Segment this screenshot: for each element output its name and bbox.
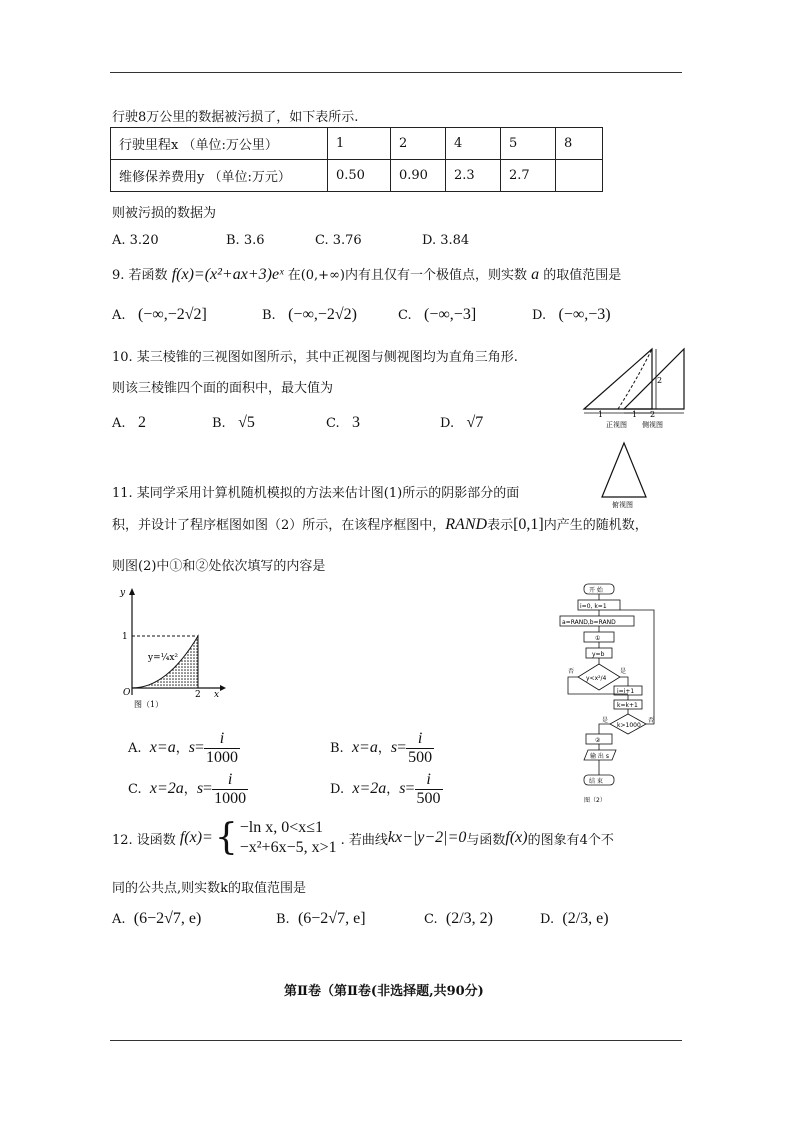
- option-fraction: [415, 771, 443, 808]
- table-cell: 5: [501, 128, 556, 160]
- q9-option-b: [262, 306, 357, 324]
- option-x: x=a: [149, 739, 176, 756]
- flow-inc-k: k=k+1: [617, 702, 638, 709]
- option-fraction: [204, 730, 240, 767]
- option-value: (−∞,−3): [558, 306, 611, 323]
- option-value: (2/3, 2): [445, 910, 493, 927]
- flow-rand: a=RAND,b=RAND: [562, 619, 616, 626]
- fraction-num: i: [204, 730, 240, 749]
- option-label: B.: [212, 416, 226, 431]
- tick-1: 1: [122, 632, 128, 642]
- table-row: [111, 160, 603, 192]
- option-fraction: [406, 730, 434, 767]
- width-label-1a: 1: [598, 410, 604, 419]
- table-row: [111, 128, 603, 160]
- flow-no: 否: [568, 668, 575, 675]
- q11-line1: 11. 某同学采用计算机随机模拟的方法来估计图(1)所示的阴影部分的面: [112, 486, 520, 501]
- flowchart: [558, 582, 668, 807]
- option-label: B.: [330, 741, 344, 756]
- option-value: (2/3, e): [562, 910, 609, 927]
- row2-label: 维修保养费用y （单位:万元）: [111, 160, 328, 192]
- q12-stem: [112, 818, 614, 858]
- q9-option-d: [532, 306, 611, 324]
- case-1: −ln x, 0<x≤1: [239, 819, 323, 836]
- front-view-hidden-edge: [618, 349, 652, 409]
- option-value: (6−2√7, e): [133, 910, 202, 927]
- q12-fx: f(x)=: [179, 829, 213, 846]
- front-view-triangle: [584, 349, 652, 409]
- q11-option-d: D. x=2a，s= $\frac{i}{500}$: [330, 771, 441, 807]
- q10-option-c: [326, 414, 360, 432]
- q8-stem: 则被污损的数据为: [112, 206, 217, 221]
- q10-option-b: [212, 414, 255, 432]
- q12-fx2: f(x): [505, 829, 528, 846]
- curve-label: y=¼x²: [148, 653, 179, 663]
- flow-step1: ①: [595, 635, 601, 642]
- q10-option-a: [112, 414, 146, 432]
- option-label: D.: [440, 416, 455, 431]
- option-label: A.: [128, 741, 142, 756]
- flow-start: 开 始: [589, 587, 603, 594]
- case-2: −x²+6x−5, x>1: [239, 839, 337, 856]
- option-label: B.: [262, 308, 276, 323]
- mileage-table: [110, 127, 603, 192]
- side-view-triangle: [624, 349, 684, 409]
- option-x: x=2a: [149, 780, 184, 797]
- option-label: A.: [112, 308, 126, 323]
- option-label: D.: [330, 782, 345, 797]
- q12-option-a: [112, 910, 201, 928]
- option-value: (−∞,−2√2): [288, 306, 357, 323]
- q9-option-a: [112, 306, 207, 324]
- option-label: C.: [424, 912, 438, 927]
- option-value: 3: [352, 414, 361, 431]
- origin-label: O: [123, 688, 131, 698]
- q12-option-c: [424, 910, 493, 928]
- top-rule: [110, 72, 682, 73]
- option-label: D.: [540, 912, 555, 927]
- rand-term: RAND: [445, 516, 488, 533]
- q12-line2: 同的公共点,则实数k的取值范围是: [112, 881, 307, 896]
- table-cell: 2: [391, 128, 446, 160]
- left-brace: {: [214, 817, 238, 858]
- q11-line2-c: 内产生的随机数，: [543, 518, 648, 533]
- x-arrow: [220, 685, 226, 691]
- side-width-label: 2: [650, 410, 656, 419]
- width-label-1b: 1: [632, 410, 638, 419]
- q9-suffix: 的取值范围是: [543, 268, 622, 283]
- option-label: A.: [112, 416, 126, 431]
- q11-line3: 则图(2)中①和②处依次填写的内容是: [112, 559, 326, 574]
- q12-curve: kx−|y−2|=0: [387, 829, 467, 846]
- q8-option-d: D. 3.84: [422, 233, 470, 248]
- piecewise-cases: [240, 818, 337, 858]
- option-value: (6−2√7, e]: [297, 910, 366, 927]
- fraction-den: 1000: [214, 790, 247, 807]
- interval: [0,1]: [513, 516, 544, 533]
- flow-step2: ②: [595, 737, 601, 744]
- bottom-rule: [110, 1040, 682, 1041]
- front-view-caption: 正视图: [606, 421, 627, 429]
- q9-var: a: [531, 266, 540, 283]
- q9-stem: [112, 264, 621, 284]
- option-label: D.: [532, 308, 547, 323]
- q10-option-d: [440, 414, 483, 432]
- fraction-num: i: [415, 771, 443, 790]
- option-value: √7: [466, 414, 484, 431]
- intro-line: 行驶8万公里的数据被污损了，如下表所示.: [112, 110, 359, 125]
- height-label: 2: [657, 376, 663, 385]
- fraction-num: i: [406, 730, 434, 749]
- row1-label: 行驶里程x （单位:万公里）: [111, 128, 328, 160]
- option-value: √5: [238, 414, 255, 431]
- q8-option-a: A. 3.20: [112, 233, 159, 248]
- q9-prefix: 9. 若函数: [112, 268, 168, 283]
- y-arrow: [129, 588, 135, 595]
- option-value: (−∞,−2√2]: [137, 306, 207, 323]
- q11-line2-b: 表示: [487, 518, 514, 533]
- three-views-figure: [580, 345, 690, 510]
- q10-line1: 10. 某三棱锥的三视图如图所示，其中正视图与侧视图均为直角三角形.: [112, 350, 518, 365]
- q12-suffix: 的图象有4个不: [527, 832, 614, 848]
- flow-end: 结 束: [589, 778, 603, 785]
- option-label: C.: [398, 308, 412, 323]
- flow-caption: 图（2）: [584, 797, 606, 804]
- table-cell: 0.90: [391, 160, 446, 192]
- flow-assign: y=b: [592, 651, 605, 658]
- table-cell: [556, 160, 603, 192]
- graph-caption: 图（1）: [134, 700, 164, 709]
- q8-option-c: C. 3.76: [315, 233, 362, 248]
- flow-loop-cond: k>1000: [617, 722, 641, 729]
- option-label: C.: [326, 416, 340, 431]
- q10-line2: 则该三棱锥四个面的面积中，最大值为: [112, 381, 334, 396]
- q11-line2: [112, 514, 648, 534]
- flow-cond: y<x²/4: [586, 675, 607, 682]
- fraction-den: 500: [408, 749, 433, 766]
- option-value: (−∞,−3]: [424, 306, 477, 323]
- side-view-caption: 侧视图: [642, 421, 663, 429]
- flow-output: 输 出 s: [590, 753, 609, 760]
- table-cell: 2.3: [446, 160, 501, 192]
- q9-formula: f(x)=(x²+ax+3)eˣ: [171, 266, 284, 283]
- q9-mid: 在(0,+∞)内有且仅有一个极值点，则实数: [287, 268, 527, 283]
- option-value: 2: [137, 414, 146, 431]
- y-label: y: [120, 588, 126, 598]
- q11-option-b: B. x=a，s= $\frac{i}{500}$: [330, 730, 433, 766]
- table-cell: 8: [556, 128, 603, 160]
- area-graph: [112, 585, 227, 710]
- q12-option-d: [540, 910, 609, 928]
- flow-init: i=0, k=1: [580, 603, 607, 610]
- table-cell: 4: [446, 128, 501, 160]
- option-label: A.: [112, 912, 126, 927]
- q12-option-b: [276, 910, 366, 928]
- table-cell: 0.50: [328, 160, 391, 192]
- fraction-den: 500: [416, 790, 441, 807]
- flow-yes: 是: [620, 668, 627, 675]
- fraction-num: i: [212, 771, 248, 790]
- section-title: 第Ⅱ卷（第Ⅱ卷(非选择题,共90分): [284, 984, 484, 999]
- flow-inc-i: i=i+1: [617, 688, 635, 695]
- q12-prefix: 12. 设函数: [112, 832, 176, 848]
- x-label: x: [214, 690, 220, 700]
- option-label: B.: [276, 912, 290, 927]
- q11-option-c: C. x=2a，s= $\frac{i}{1000}$: [128, 771, 247, 807]
- option-x: x=2a: [352, 780, 387, 797]
- q12-mid2: 与函数: [466, 832, 506, 848]
- q8-option-b: B. 3.6: [226, 233, 265, 248]
- flow-yes-2: 是: [602, 717, 609, 724]
- q11-line2-a: 积，并设计了程序框图如图（2）所示，在该程序框图中，: [112, 518, 446, 533]
- fraction-den: 1000: [205, 749, 238, 766]
- option-label: C.: [128, 782, 142, 797]
- table-cell: 1: [328, 128, 391, 160]
- tick-2: 2: [195, 690, 201, 700]
- q12-mid: . 若曲线: [340, 832, 388, 848]
- top-view-triangle: [602, 443, 646, 497]
- table-cell: 2.7: [501, 160, 556, 192]
- top-view-caption: 俯视图: [612, 501, 633, 509]
- flow-no-2: 否: [648, 717, 655, 724]
- option-x: x=a: [351, 739, 378, 756]
- q11-option-a: A. x=a，s= $\frac{i}{1000}$: [128, 730, 238, 766]
- option-fraction: [212, 771, 248, 808]
- q9-option-c: [398, 306, 476, 324]
